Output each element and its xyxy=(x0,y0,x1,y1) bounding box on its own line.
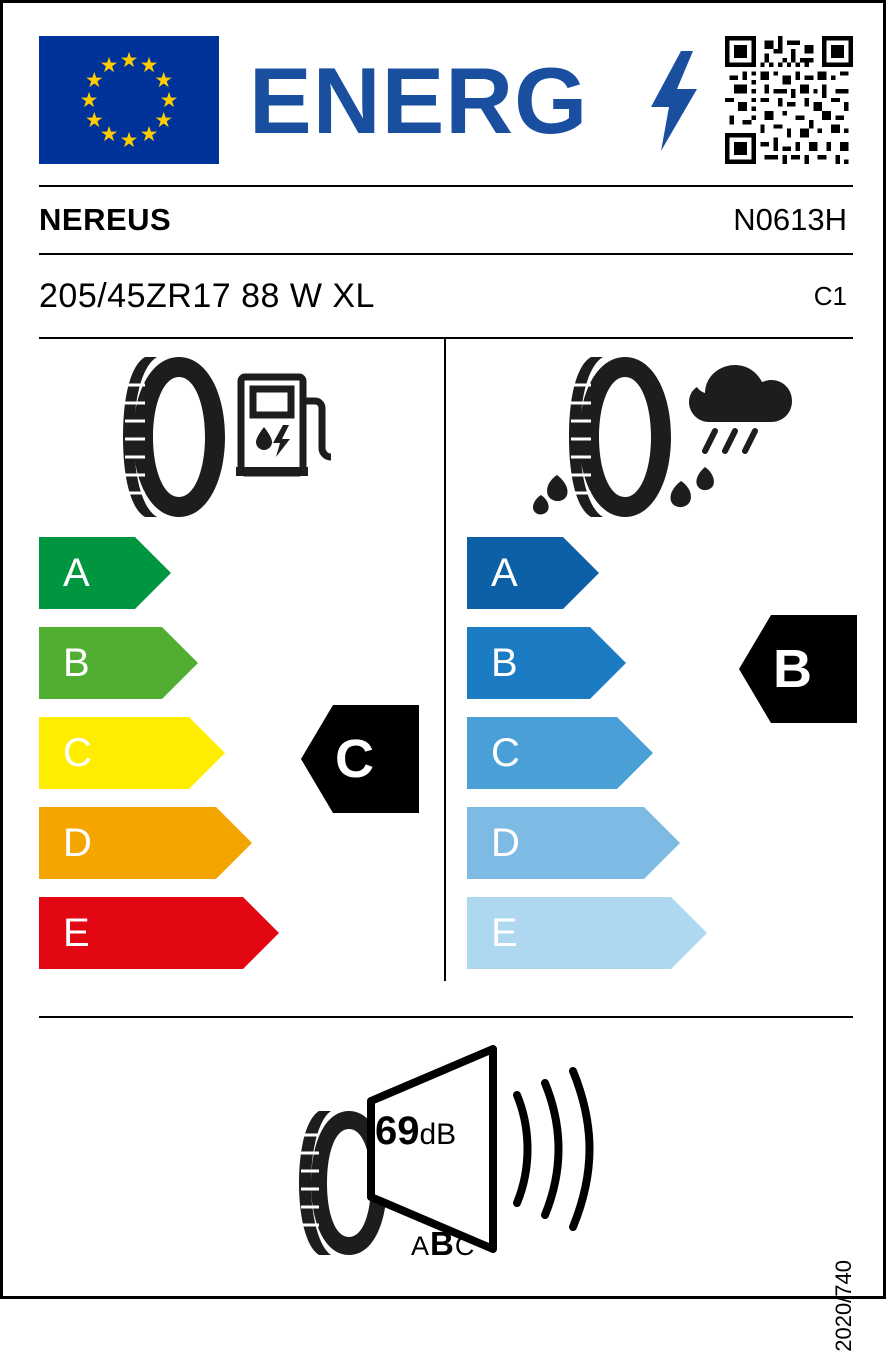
fuel-grade-a xyxy=(39,537,171,609)
wet-grade-a xyxy=(467,537,599,609)
wet-grip-rating-letter: B xyxy=(773,639,812,699)
tyre-size-designation: 205/45ZR17 88 W XL xyxy=(39,277,375,315)
eu-star-icon: ★ xyxy=(159,88,179,112)
wet-grade-letter: C xyxy=(491,731,520,775)
regulation-number: 2020/740 xyxy=(831,1260,856,1352)
fuel-grade-d xyxy=(39,807,252,879)
fuel-grade-letter: A xyxy=(63,551,90,595)
fuel-grade-b xyxy=(39,627,198,699)
eu-star-icon: ★ xyxy=(154,108,174,132)
noise-db-number: 69 xyxy=(375,1109,420,1153)
divider-size xyxy=(39,337,853,339)
wet-grade-letter: D xyxy=(491,821,520,865)
wet-grip-rating xyxy=(739,615,857,723)
wet-grade-c xyxy=(467,717,653,789)
divider-vertical xyxy=(444,339,446,981)
fuel-efficiency-rating xyxy=(301,705,419,813)
page-title: ENERG xyxy=(249,48,589,153)
wet-grade-b xyxy=(467,627,626,699)
eu-star-icon: ★ xyxy=(84,68,104,92)
fuel-grade-letter: C xyxy=(63,731,92,775)
noise-db-unit: dB xyxy=(419,1118,457,1151)
wet-grade-letter: A xyxy=(491,551,518,595)
eu-star-icon: ★ xyxy=(119,128,139,152)
eu-star-icon: ★ xyxy=(139,123,159,147)
wet-grade-d xyxy=(467,807,680,879)
fuel-grade-letter: B xyxy=(63,641,90,685)
fuel-efficiency-rating-letter: C xyxy=(335,729,374,789)
eu-star-icon: ★ xyxy=(139,53,159,77)
qr-code xyxy=(725,36,853,164)
energy-bolt-icon xyxy=(651,51,697,151)
divider-header xyxy=(39,185,853,187)
wet-grade-e xyxy=(467,897,707,969)
noise-value xyxy=(375,1109,456,1154)
noise-class-c: C xyxy=(454,1231,476,1261)
fuel-grade-letter: D xyxy=(63,821,92,865)
divider-noise xyxy=(39,1016,853,1018)
wet-grip-pictogram xyxy=(539,355,789,530)
wet-grade-letter: E xyxy=(491,911,518,955)
tyre-model: N0613H xyxy=(733,202,847,237)
eu-star-icon: ★ xyxy=(154,68,174,92)
fuel-grade-c xyxy=(39,717,225,789)
noise-class-selected: B xyxy=(430,1225,455,1262)
wet-grade-letter: B xyxy=(491,641,518,685)
noise-class-scale xyxy=(411,1225,475,1263)
tyre-class: C1 xyxy=(813,281,847,311)
fuel-grade-e xyxy=(39,897,279,969)
fuel-efficiency-pictogram xyxy=(123,355,333,520)
eu-star-icon: ★ xyxy=(119,48,139,72)
eu-star-icon: ★ xyxy=(79,88,99,112)
eu-star-icon: ★ xyxy=(99,53,119,77)
divider-brand xyxy=(39,253,853,255)
fuel-grade-letter: E xyxy=(63,911,90,955)
supplier-brand: NEREUS xyxy=(39,202,172,237)
eu-star-icon: ★ xyxy=(84,108,104,132)
label-header xyxy=(3,3,889,183)
eu-flag xyxy=(39,36,219,164)
noise-class-a: A xyxy=(411,1231,431,1261)
eu-star-icon: ★ xyxy=(99,123,119,147)
